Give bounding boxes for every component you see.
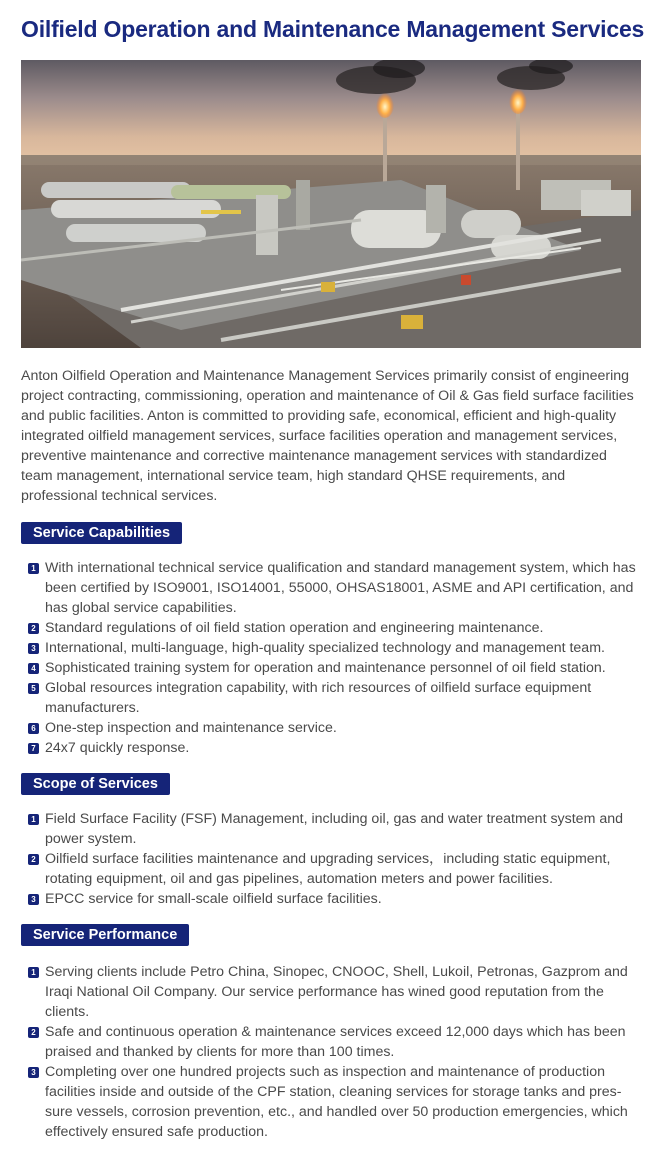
list-item (21, 849, 641, 889)
list-item (21, 738, 641, 758)
number-badge: 3 (28, 643, 39, 654)
number-badge: 4 (28, 663, 39, 674)
list-item-text: Oilfield surface facilities maintenance and upgrading services，including static equipment, rotating equipment, oil and gas pipelines, automation meters and power facilities. (45, 851, 611, 887)
list-item-text: One-step inspection and maintenance service. (45, 720, 337, 736)
number-badge: 2 (28, 1027, 39, 1038)
number-badge: 7 (28, 743, 39, 754)
list-item-text: Field Surface Facility (FSF) Management, including oil, gas and water treatment system and power system. (45, 811, 623, 847)
list-item (21, 1062, 641, 1142)
list-item (21, 638, 641, 658)
scope-list (21, 809, 641, 909)
list-item-text: 24x7 quickly response. (45, 740, 190, 756)
number-badge: 6 (28, 723, 39, 734)
list-item-text: International, multi-language, high-quality specialized technology and management team. (45, 640, 605, 656)
oilfield-station-photo (21, 60, 641, 348)
number-badge: 1 (28, 563, 39, 574)
number-badge: 2 (28, 623, 39, 634)
list-item (21, 678, 641, 718)
section-heading-capabilities: Service Capabilities (21, 522, 182, 544)
list-item-text: Global resources integration capability, with rich resources of oilfield surface equipment manufacturers. (45, 680, 592, 716)
list-item (21, 889, 641, 909)
list-item (21, 558, 641, 618)
list-item (21, 1022, 641, 1062)
list-item (21, 618, 641, 638)
section-heading-scope: Scope of Services (21, 773, 170, 795)
hero-image (21, 60, 641, 348)
number-badge: 3 (28, 894, 39, 905)
list-item (21, 658, 641, 678)
list-item-text: Sophisticated training system for operation and maintenance personnel of oil field station. (45, 660, 606, 676)
number-badge: 5 (28, 683, 39, 694)
list-item (21, 809, 641, 849)
list-item-text: Standard regulations of oil field station operation and engineering maintenance. (45, 620, 544, 636)
performance-list (21, 962, 641, 1142)
list-item-text: EPCC service for small-scale oilfield surface facilities. (45, 891, 382, 907)
capabilities-list (21, 558, 641, 758)
list-item (21, 962, 641, 1022)
list-item-text: Completing over one hundred projects such as inspection and maintenance of production facilities inside and outside of the CPF station, cleaning services for storage tanks and pres-sure vessels, corrosion prevention, etc., and handled over 50 production emergencies, which effectively ensured safe production. (45, 1064, 628, 1140)
number-badge: 1 (28, 967, 39, 978)
list-item-text: Serving clients include Petro China, Sinopec, CNOOC, Shell, Lukoil, Petronas, Gazprom and Iraqi National Oil Company. Our service performance has wined good reputation from the clients. (45, 964, 628, 1020)
list-item (21, 718, 641, 738)
number-badge: 3 (28, 1067, 39, 1078)
list-item-text: Safe and continuous operation & maintenance services exceed 12,000 days which has been praised and thanked by clients for more than 100 times. (45, 1024, 626, 1060)
list-item-text: With international technical service qualification and standard management system, which has been certified by ISO9001, ISO14001, 55000, OHSAS18001, ASME and API certification, and has global service capabilities. (45, 560, 636, 616)
intro-paragraph: Anton Oilfield Operation and Maintenance Management Services primarily consist of engineering project contracting, commissioning, operation and maintenance of Oil & Gas field surface facilities and public facilities. Anton is committed to providing safe, economical, efficient and high-quality integrated oilfield management services, surface facilities operation and management services, preventive maintenance and corrective maintenance management services with standardized team management, international service team, high standard QHSE requirements, and professional technical services. (21, 368, 634, 504)
number-badge: 1 (28, 814, 39, 825)
page-title: Oilfield Operation and Maintenance Management Services (21, 16, 645, 42)
section-heading-performance: Service Performance (21, 924, 189, 946)
number-badge: 2 (28, 854, 39, 865)
